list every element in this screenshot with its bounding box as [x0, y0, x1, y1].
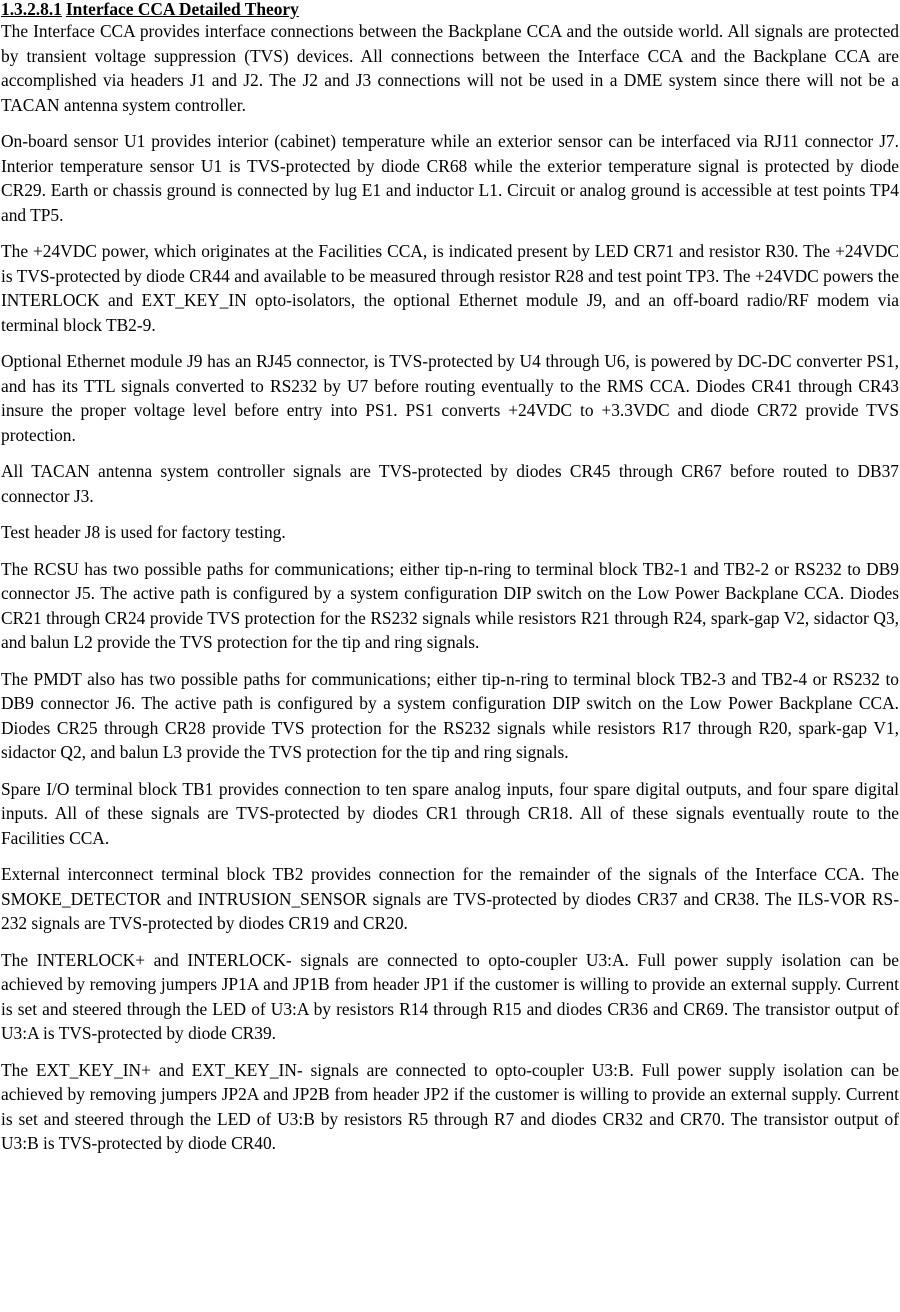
paragraph-ethernet-module: Optional Ethernet module J9 has an RJ45 connector, is TVS-protected by U4 through U6, is powered by DC-DC converter PS1, and has its TTL signals converted to RS232 by U7 before routing eventually to the RMS CCA. Diodes CR41 through CR43 insure the proper voltage level before entry into PS1. PS1 converts +24VDC to +3.3VDC and diode CR72 provide TVS protection.	[1, 351, 899, 445]
paragraph-interlock: The INTERLOCK+ and INTERLOCK- signals are connected to opto-coupler U3:A. Full power supply isolation can be achieved by removing jumpers JP1A and JP1B from header JP1 if the customer is willing to provide an external supply. Current is set and steered through the LED of U3:A by resistors R14 through R15 and diodes CR36 and CR69. The transistor output of U3:A is TVS-protected by diode CR39.	[1, 949, 899, 1043]
section-title: Interface CCA Detailed Theory	[65, 0, 299, 19]
paragraph-temperature-sensors: On-board sensor U1 provides interior (cabinet) temperature while an exterior sensor can be interfaced via RJ11 connector J7. Interior temperature sensor U1 is TVS-protected by diode CR68 while the exterior temperature signal is protected by diode CR29. Earth or chassis ground is connected by lug E1 and inductor L1. Circuit or analog ground is accessible at test points TP4 and TP5.	[1, 131, 899, 225]
paragraph-ext-key-in: The EXT_KEY_IN+ and EXT_KEY_IN- signals are connected to opto-coupler U3:B. Full power supply isolation can be achieved by removing jumpers JP2A and JP2B from header JP2 if the customer is willing to provide an external supply. Current is set and steered through the LED of U3:B by resistors R5 through R7 and diodes CR32 and CR70. The transistor output of U3:B is TVS-protected by diode CR40.	[1, 1059, 899, 1153]
paragraph-tacan-signals: All TACAN antenna system controller signals are TVS-protected by diodes CR45 through CR67 before routed to DB37 connector J3.	[1, 461, 899, 506]
paragraph-test-header: Test header J8 is used for factory testing.	[1, 522, 286, 542]
paragraph-rcsu-communications: The RCSU has two possible paths for communications; either tip-n-ring to terminal block TB2-1 and TB2-2 or RS232 to DB9 connector J5. The active path is configured by a system configuration DIP switch on the Low Power Backplane CCA. Diodes CR21 through CR24 provide TVS protection for the RS232 signals while resistors R21 through R24, spark-gap V2, sidactor Q3, and balun L2 provide the TVS protection for the tip and ring signals.	[1, 558, 899, 652]
section-heading	[1, 0, 899, 19]
section-number: 1.3.2.8.1	[1, 0, 62, 19]
paragraph-pmdt-communications: The PMDT also has two possible paths for communications; either tip-n-ring to terminal block TB2-3 and TB2-4 or RS232 to DB9 connector J6. The active path is configured by a system configuration DIP switch on the Low Power Backplane CCA. Diodes CR25 through CR28 provide TVS protection for the RS232 signals while resistors R17 through R20, spark-gap V1, sidactor Q2, and balun L3 provide the TVS protection for the tip and ring signals.	[1, 668, 899, 762]
paragraph-external-interconnect: External interconnect terminal block TB2 provides connection for the remainder of the signals of the Interface CCA. The SMOKE_DETECTOR and INTRUSION_SENSOR signals are TVS-protected by diodes CR37 and CR38. The ILS-VOR RS-232 signals are TVS-protected by diodes CR19 and CR20.	[1, 864, 899, 933]
paragraph-24vdc-power: The +24VDC power, which originates at the Facilities CCA, is indicated present by LED CR71 and resistor R30. The +24VDC is TVS-protected by diode CR44 and available to be measured through resistor R28 and test point TP3. The +24VDC powers the INTERLOCK and EXT_KEY_IN opto-isolators, the optional Ethernet module J9, and an off-board radio/RF modem via terminal block TB2-9.	[1, 241, 899, 335]
paragraph-overview: The Interface CCA provides interface connections between the Backplane CCA and the outside world. All signals are protected by transient voltage suppression (TVS) devices. All connections between the Interface CCA and the Backplane CCA are accomplished via headers J1 and J2. The J2 and J3 connections will not be used in a DME system since there will not be a TACAN antenna system controller.	[1, 21, 899, 115]
paragraph-spare-io: Spare I/O terminal block TB1 provides connection to ten spare analog inputs, four spare digital outputs, and four spare digital inputs. All of these signals are TVS-protected by diodes CR1 through CR18. All of these signals eventually route to the Facilities CCA.	[1, 778, 899, 848]
